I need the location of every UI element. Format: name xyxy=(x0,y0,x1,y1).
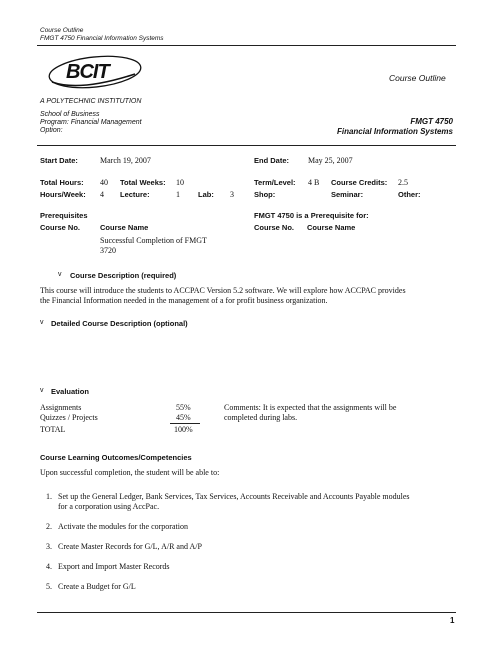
outcomes-title: Course Learning Outcomes/Competencies xyxy=(40,453,192,462)
lecture-value: 1 xyxy=(176,190,180,199)
outcome-number: 4. xyxy=(46,562,52,571)
hours-week-label: Hours/Week: xyxy=(40,190,86,199)
end-date-label: End Date: xyxy=(254,156,290,165)
course-code: FMGT 4750 xyxy=(410,117,453,126)
prereq-item-line1: Successful Completion of FMGT xyxy=(100,236,207,245)
bcit-logo xyxy=(40,52,145,94)
eval-comments-line1: Comments: It is expected that the assignments will be xyxy=(224,403,397,412)
option-label: Option: xyxy=(40,127,63,134)
program-name: Program: Financial Management xyxy=(40,119,142,126)
end-date-value: May 25, 2007 xyxy=(308,156,353,165)
lecture-label: Lecture: xyxy=(120,190,150,199)
term-level-label: Term/Level: xyxy=(254,178,296,187)
page-number: 1 xyxy=(450,616,455,625)
total-weeks-label: Total Weeks: xyxy=(120,178,166,187)
detailed-description-title: Detailed Course Description (optional) xyxy=(51,319,188,328)
shop-label: Shop: xyxy=(254,190,276,199)
outcome-number: 5. xyxy=(46,582,52,591)
outcome-line: Activate the modules for the corporation xyxy=(58,522,188,531)
total-hours-value: 40 xyxy=(100,178,108,187)
prereq-for-course-name-header: Course Name xyxy=(307,223,356,232)
school-name: School of Business xyxy=(40,111,100,118)
total-weeks-value: 10 xyxy=(176,178,184,187)
eval-row-label: Quizzes / Projects xyxy=(40,413,98,422)
start-date-value: March 19, 2007 xyxy=(100,156,151,165)
other-label: Other: xyxy=(398,190,421,199)
course-description-title: Course Description (required) xyxy=(70,271,177,280)
running-header-title: Course Outline xyxy=(40,27,84,34)
outcome-line: Set up the General Ledger, Bank Services, Tax Services, Accounts Receivable and Accounts Payable modules xyxy=(58,492,410,501)
eval-row-value: 55% xyxy=(176,403,191,412)
outcome-line: for a corporation using AccPac. xyxy=(58,502,160,511)
evaluation-title: Evaluation xyxy=(51,387,89,396)
eval-total-rule xyxy=(170,423,200,424)
hours-week-value: 4 xyxy=(100,190,104,199)
course-description-line1: This course will introduce the students to ACCPAC Version 5.2 software. We will explore how ACCPAC provides xyxy=(40,286,406,295)
logo-text: BCIT xyxy=(66,61,109,83)
doc-title: Course Outline xyxy=(389,73,446,83)
outcome-number: 3. xyxy=(46,542,52,551)
term-level-value: 4 B xyxy=(308,178,320,187)
header-rule xyxy=(37,45,456,46)
prereq-for-course-no-header: Course No. xyxy=(254,223,295,232)
bullet-arrow-icon: v xyxy=(58,271,62,278)
outcome-line: Create a Budget for G/L xyxy=(58,582,136,591)
running-header-course: FMGT 4750 Financial Information Systems xyxy=(40,35,164,42)
eval-total-value: 100% xyxy=(174,425,193,434)
course-credits-value: 2.5 xyxy=(398,178,408,187)
eval-row-label: Assignments xyxy=(40,403,82,412)
course-name: Financial Information Systems xyxy=(336,127,453,136)
start-date-label: Start Date: xyxy=(40,156,78,165)
seminar-label: Seminar: xyxy=(331,190,364,199)
outcome-number: 2. xyxy=(46,522,52,531)
outcome-line: Export and Import Master Records xyxy=(58,562,170,571)
course-description-line2: the Financial Information needed in the management of a for profit business organization. xyxy=(40,296,328,305)
outcome-line: Create Master Records for G/L, A/R and A/P xyxy=(58,542,202,551)
logo-tagline: A POLYTECHNIC INSTITUTION xyxy=(40,98,142,105)
eval-total-label: TOTAL xyxy=(40,425,66,434)
outcome-number: 1. xyxy=(46,492,52,501)
prereq-item-line2: 3720 xyxy=(100,246,116,255)
prereq-course-name-header: Course Name xyxy=(100,223,149,232)
prerequisites-heading: Prerequisites xyxy=(40,211,88,220)
course-credits-label: Course Credits: xyxy=(331,178,388,187)
bullet-arrow-icon: v xyxy=(40,387,44,394)
prereq-course-no-header: Course No. xyxy=(40,223,81,232)
lab-label: Lab: xyxy=(198,190,214,199)
bullet-arrow-icon: v xyxy=(40,319,44,326)
outcomes-intro: Upon successful completion, the student will be able to: xyxy=(40,468,220,477)
prerequisite-for-heading: FMGT 4750 is a Prerequisite for: xyxy=(254,211,369,220)
lab-value: 3 xyxy=(230,190,234,199)
section-rule xyxy=(37,145,456,146)
eval-comments-line2: completed during labs. xyxy=(224,413,298,422)
total-hours-label: Total Hours: xyxy=(40,178,84,187)
eval-row-value: 45% xyxy=(176,413,191,422)
footer-rule xyxy=(37,612,456,613)
